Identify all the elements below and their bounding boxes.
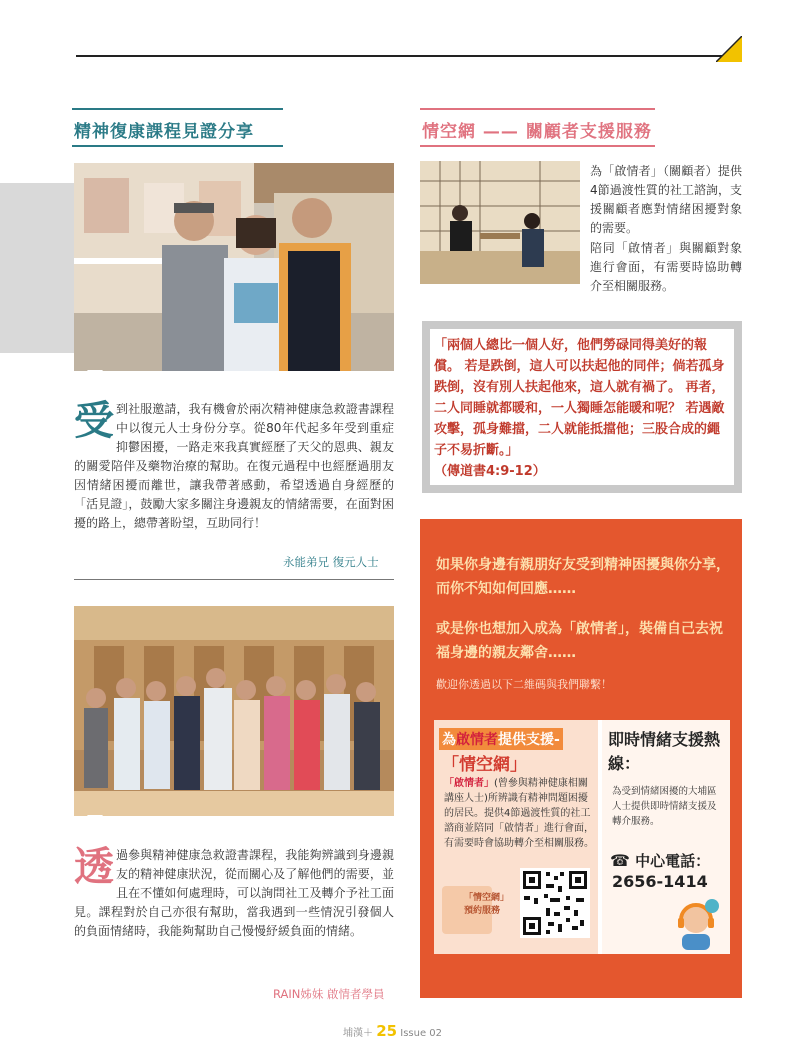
phone-label: 中心電話： xyxy=(635,852,711,870)
phone-number[interactable]: 2656-1414 xyxy=(612,872,708,891)
side-tab xyxy=(0,183,74,353)
quote-box xyxy=(430,329,734,485)
photo-counselling xyxy=(420,161,580,284)
heading-rule-bottom xyxy=(72,145,283,147)
photo-testimony xyxy=(74,163,394,371)
photo-group xyxy=(74,606,394,816)
hotline-title: 即時情緒支援熱線： xyxy=(608,730,721,773)
section-divider xyxy=(74,579,394,580)
poster-title-prefix: 為 xyxy=(442,732,456,748)
testimony-text-1: 到社服邀請，我有機會於兩次精神健康急救證書課程中以復元人士身份分享。從80年代起多年受到重症抑鬱困擾，一路走來我真實經歷了天父的恩典、親友的關愛陪伴及藥物治療的幫助。在復元過程中也經歷過朋友因情緒困擾而離世，讓我帶著感動，希望透過自身經歷的「活見證」，鼓勵大家多關注身邊親友的情緒需要，在面對困擾的路上，總帶著盼望，互助同行！ xyxy=(74,402,394,530)
contact-prompt-2: 或是你也想加入成為「啟情者」，裝備自己去祝福身邊的親友鄰舍…… xyxy=(436,621,723,661)
right-heading: 情空網 —— 關顧者支援服務 xyxy=(422,122,652,142)
footer xyxy=(343,1022,442,1040)
hotline-desc: 為受到情緒困擾的大埔區人士提供即時情緒支援及轉介服務。 xyxy=(612,786,717,827)
poster-title-suffix: 提供支援- xyxy=(498,732,560,748)
poster-badge: 「情空網」預約服務 xyxy=(464,893,505,916)
page-number: 25 xyxy=(376,1022,398,1040)
left-heading: 精神復康課程見證分享 xyxy=(74,122,254,142)
poster-body: (曾參與精神健康相關講座人士)所辨識有精神問題困擾的居民。提供4節過渡性質的社工諮商並陪同「啟情者」進行會面，有需要時會協助轉介至相關服務。 xyxy=(444,778,594,849)
dropcap-1: 受 xyxy=(74,398,114,444)
service-desc-1: 為「啟情者」（關顧者）提供4節過渡性質的社工諮詢，支援關顧者應對情緒困擾對象的需要。 xyxy=(590,164,742,235)
signature-2: RAIN姊妹 啟情者學員 xyxy=(273,987,385,1001)
right-heading-rule-top xyxy=(420,108,655,110)
poster-title-highlight: 啟情者 xyxy=(456,732,498,748)
right-heading-rule-bottom xyxy=(420,145,655,147)
testimony-paragraph-1 xyxy=(74,400,394,533)
quote-reference: （傳道書4:9-12） xyxy=(434,464,546,479)
poster-body-highlight: 「啟情者」 xyxy=(444,778,494,789)
heading-rule-top xyxy=(72,108,283,110)
dropcap-2: 透 xyxy=(74,844,114,890)
issue-label: Issue 02 xyxy=(400,1028,443,1039)
photo-caret-2 xyxy=(87,815,103,825)
qr-code[interactable] xyxy=(520,868,590,938)
phone-icon: ☎ xyxy=(610,851,630,870)
top-rule xyxy=(76,55,726,57)
contact-invite: 歡迎你透過以下二維碼與我們聯繫！ xyxy=(436,678,612,691)
footer-magazine: 埔漢＋ xyxy=(343,1028,373,1039)
poster-left-panel xyxy=(434,720,598,954)
service-poster xyxy=(434,720,730,954)
quote-text: 「兩個人總比一個人好，他們勞碌同得美好的報償。 若是跌倒，這人可以扶起他的同伴；倘若孤身跌倒，沒有別人扶起他來，這人就有禍了。 再者，二人同睡就都暖和，一人獨睡怎能暖和呢？ 若遇敵攻擊，孤身難擋，二人就能抵擋他；三股合成的繩子不易折斷。」 xyxy=(434,338,725,458)
signature-1: 永能弟兄 復元人士 xyxy=(283,555,379,569)
testimony-text-2: 過參與精神健康急救證書課程，我能夠辨識到身邊親友的精神健康狀況，從而關心及了解他們的需要，並且在不懂如何處理時，可以詢問社工及轉介予社工面見。課程對於自己亦很有幫助，當我遇到一些情況引發個人的負面情緒時，我能夠幫助自己慢慢紓緩負面的情緒。 xyxy=(74,848,394,938)
testimony-paragraph-2 xyxy=(74,846,394,941)
corner-stroke xyxy=(716,36,742,62)
service-desc-2: 陪同「啟情者」與關顧對象進行會面，有需要時協助轉介至相關服務。 xyxy=(590,241,742,293)
poster-subtitle: 「情空網」 xyxy=(442,755,527,775)
contact-prompt-1: 如果你身邊有親朋好友受到精神困擾與你分享，而你不知如何回應…… xyxy=(436,557,730,597)
photo-caret xyxy=(87,370,103,380)
operator-illustration xyxy=(670,898,722,950)
poster-right-panel xyxy=(602,720,730,954)
